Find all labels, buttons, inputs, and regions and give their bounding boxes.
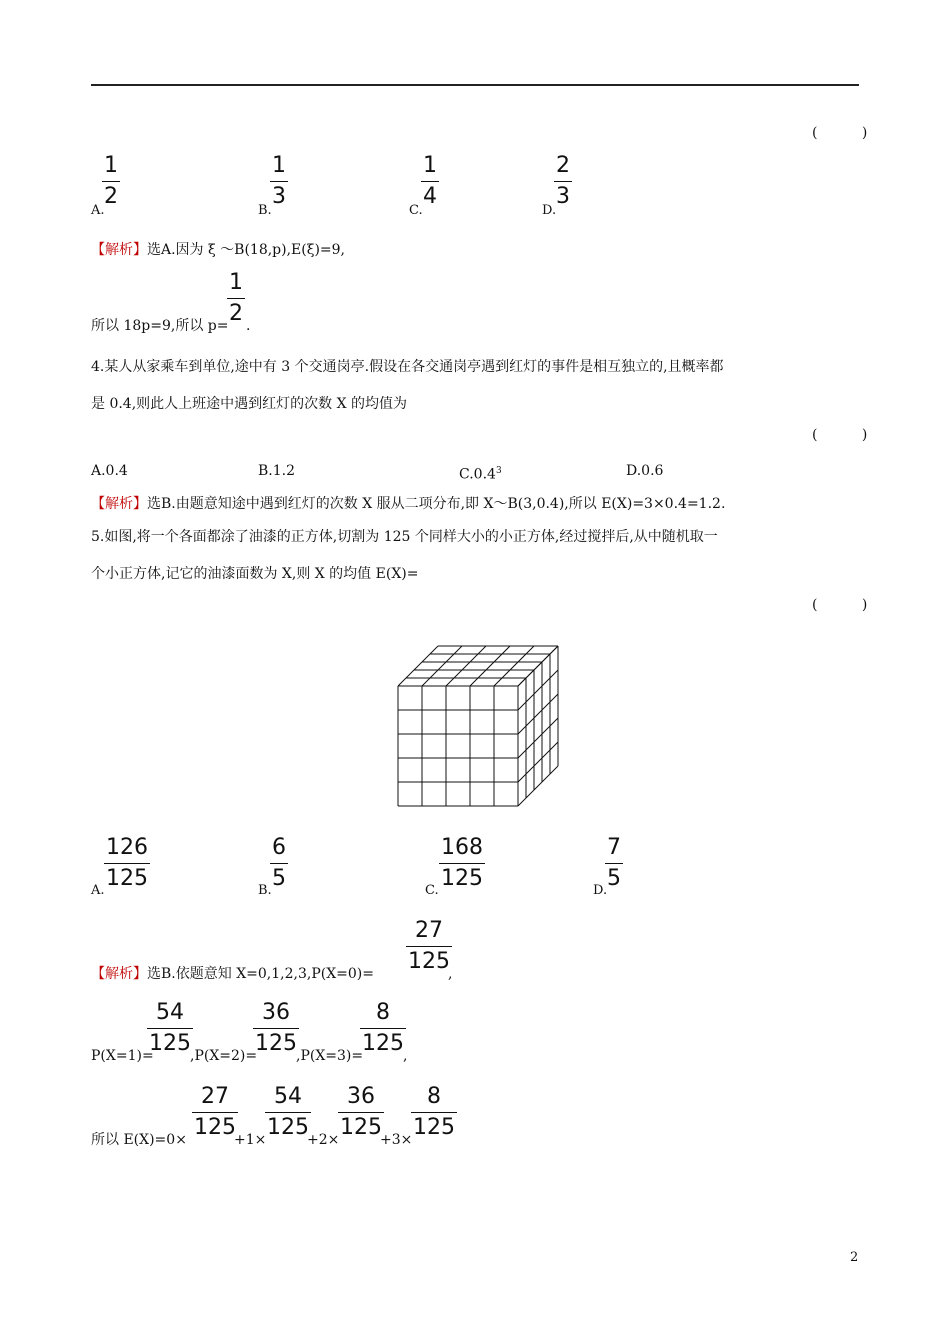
q5-option-b-fraction bbox=[270, 835, 288, 892]
ex-operator3: +3× bbox=[380, 1132, 413, 1148]
p3-comma: , bbox=[403, 1048, 408, 1064]
explanation-text: 选A.因为 ξ ～B(18,p),E(ξ)=9, bbox=[147, 242, 346, 258]
cube-side-grid-line bbox=[518, 646, 558, 686]
fraction-bar bbox=[102, 181, 120, 182]
q4-option-d: D.0.6 bbox=[626, 463, 664, 479]
cube-figure bbox=[390, 638, 560, 808]
fraction-bar bbox=[147, 1028, 193, 1029]
denominator: 125 bbox=[413, 1115, 455, 1140]
fraction-bar bbox=[421, 181, 439, 182]
fraction-bar bbox=[265, 1112, 311, 1113]
denominator: 125 bbox=[362, 1031, 404, 1056]
q5-option-d-fraction bbox=[605, 835, 623, 892]
denominator: 2 bbox=[104, 184, 118, 209]
numerator: 27 bbox=[201, 1084, 229, 1109]
q5-stem-line2: 个小正方体,记它的油漆面数为 X,则 X 的均值 E(X)= bbox=[91, 566, 419, 582]
q4-option-a: A.0.4 bbox=[91, 463, 128, 479]
denominator: 3 bbox=[272, 184, 286, 209]
numerator: 168 bbox=[441, 835, 483, 860]
q5-option-a-fraction bbox=[104, 835, 150, 892]
page-number: 2 bbox=[850, 1250, 859, 1265]
header-rule bbox=[91, 84, 859, 86]
denominator: 125 bbox=[194, 1115, 236, 1140]
numerator: 54 bbox=[274, 1084, 302, 1109]
p3-fraction bbox=[360, 1000, 406, 1057]
q3-explanation-line2 bbox=[91, 316, 228, 336]
q3-option-a-fraction bbox=[102, 153, 120, 210]
q5-stem-line1: 5.如图,将一个各面都涂了油漆的正方体,切割为 125 个同样大小的小正方体,经过搅拌后,从中随机取一 bbox=[91, 529, 718, 545]
denominator: 125 bbox=[441, 866, 483, 891]
cube-top-grid-line bbox=[422, 646, 462, 686]
ex-term2-fraction bbox=[338, 1084, 384, 1141]
cube-top-grid-line bbox=[398, 646, 438, 686]
cube-side-grid-line bbox=[518, 742, 558, 782]
ex-operator1: +1× bbox=[234, 1132, 267, 1148]
fraction-bar bbox=[411, 1112, 457, 1113]
q5-option-c-label: C. bbox=[425, 883, 439, 898]
numerator: 1 bbox=[229, 270, 243, 295]
numerator: 36 bbox=[347, 1084, 375, 1109]
numerator: 36 bbox=[262, 1000, 290, 1025]
numerator: 8 bbox=[427, 1084, 441, 1109]
q3-option-d-fraction bbox=[554, 153, 572, 210]
p2-label: ,P(X=2)= bbox=[190, 1048, 258, 1064]
explanation-text: 选B.依题意知 X=0,1,2,3,P(X=0)= bbox=[147, 966, 374, 982]
p2-fraction bbox=[253, 1000, 299, 1057]
q3-answer-parentheses: ( ) bbox=[812, 125, 888, 141]
q5-option-b-label: B. bbox=[258, 883, 272, 898]
fraction-bar bbox=[554, 181, 572, 182]
q3-option-b-label: B. bbox=[258, 203, 272, 218]
q3-option-c-fraction bbox=[421, 153, 439, 210]
explanation-text: 选B.由题意知途中遇到红灯的次数 X 服从二项分布,即 X～B(3,0.4),所以 E(X)=3×0.4=1.2. bbox=[147, 496, 726, 512]
numerator: 1 bbox=[423, 153, 437, 178]
denominator: 5 bbox=[607, 866, 621, 891]
numerator: 8 bbox=[376, 1000, 390, 1025]
denominator: 125 bbox=[340, 1115, 382, 1140]
denominator: 4 bbox=[423, 184, 437, 209]
denominator: 3 bbox=[556, 184, 570, 209]
numerator: 54 bbox=[156, 1000, 184, 1025]
cube-side-grid-line bbox=[518, 718, 558, 758]
q3-option-b-fraction bbox=[270, 153, 288, 210]
q4-stem-line1: 4.某人从家乘车到单位,途中有 3 个交通岗亭.假设在各交通岗亭遇到红灯的事件是相互独立的,且概率都 bbox=[91, 359, 724, 375]
cube-top-grid-line bbox=[470, 646, 510, 686]
q5-option-d-label: D. bbox=[593, 883, 608, 898]
q5-option-c-fraction bbox=[439, 835, 485, 892]
ex-term1-fraction bbox=[265, 1084, 311, 1141]
ex-term3-fraction bbox=[411, 1084, 457, 1141]
cube-top-grid-line bbox=[446, 646, 486, 686]
p1-label: P(X=1)= bbox=[91, 1048, 154, 1064]
numerator: 7 bbox=[607, 835, 621, 860]
fraction-bar bbox=[338, 1112, 384, 1113]
fraction-bar bbox=[253, 1028, 299, 1029]
q3-option-d-label: D. bbox=[542, 203, 557, 218]
q4-option-c bbox=[459, 461, 502, 485]
explanation-tag: 【解析】 bbox=[91, 966, 147, 982]
fraction-bar bbox=[270, 863, 288, 864]
denominator: 125 bbox=[106, 866, 148, 891]
cube-side-grid-line bbox=[518, 766, 558, 806]
q4-explanation bbox=[91, 494, 725, 514]
numerator: 126 bbox=[106, 835, 148, 860]
explanation-text: 所以 18p=9,所以 p= bbox=[91, 318, 229, 334]
q3-explanation-fraction bbox=[227, 270, 245, 327]
numerator: 1 bbox=[104, 153, 118, 178]
p1-fraction bbox=[147, 1000, 193, 1057]
numerator: 6 bbox=[272, 835, 286, 860]
fraction-bar bbox=[227, 298, 245, 299]
fraction-bar bbox=[439, 863, 485, 864]
numerator: 27 bbox=[415, 918, 443, 943]
fraction-bar bbox=[104, 863, 150, 864]
denominator: 125 bbox=[255, 1031, 297, 1056]
denominator: 5 bbox=[272, 866, 286, 891]
cube-side-grid-line bbox=[518, 670, 558, 710]
denominator: 125 bbox=[267, 1115, 309, 1140]
denominator: 2 bbox=[229, 301, 243, 326]
explanation-tag: 【解析】 bbox=[91, 496, 147, 512]
option-c-base: C.0.4 bbox=[459, 466, 496, 483]
q4-answer-parentheses: ( ) bbox=[812, 427, 888, 443]
ex-operator2: +2× bbox=[307, 1132, 340, 1148]
cube-top-grid-line bbox=[494, 646, 534, 686]
p0-fraction bbox=[406, 918, 452, 975]
fraction-bar bbox=[270, 181, 288, 182]
q3-explanation-line1 bbox=[91, 240, 345, 260]
q5-answer-parentheses: ( ) bbox=[812, 597, 888, 613]
fraction-bar bbox=[360, 1028, 406, 1029]
option-c-exponent: 3 bbox=[495, 466, 502, 476]
numerator: 2 bbox=[556, 153, 570, 178]
q5-option-a-label: A. bbox=[91, 883, 105, 898]
fraction-bar bbox=[605, 863, 623, 864]
cube-side-grid-line bbox=[518, 694, 558, 734]
denominator: 125 bbox=[408, 949, 450, 974]
q3-option-c-label: C. bbox=[409, 203, 423, 218]
fraction-bar bbox=[406, 946, 452, 947]
denominator: 125 bbox=[149, 1031, 191, 1056]
q4-stem-line2: 是 0.4,则此人上班途中遇到红灯的次数 X 的均值为 bbox=[91, 396, 408, 412]
q4-option-b: B.1.2 bbox=[258, 463, 296, 479]
p0-comma: , bbox=[448, 966, 453, 982]
q3-option-a-label: A. bbox=[91, 203, 105, 218]
p3-label: ,P(X=3)= bbox=[296, 1048, 364, 1064]
fraction-bar bbox=[192, 1112, 238, 1113]
numerator: 1 bbox=[272, 153, 286, 178]
expectation-prefix: 所以 E(X)=0× bbox=[91, 1132, 187, 1148]
q3-explanation-period: . bbox=[246, 318, 251, 334]
explanation-tag: 【解析】 bbox=[91, 242, 147, 258]
ex-term0-fraction bbox=[192, 1084, 238, 1141]
q5-explanation-line1 bbox=[91, 964, 374, 984]
